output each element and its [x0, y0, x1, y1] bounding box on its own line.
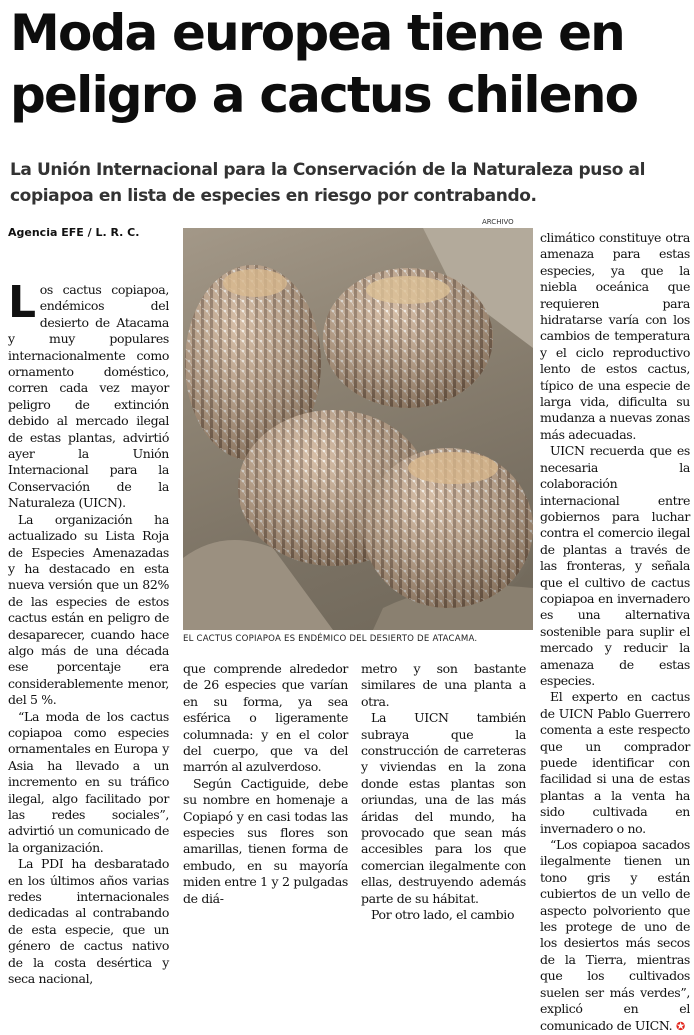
- byline: Agencia EFE / L. R. C.: [8, 226, 140, 239]
- paragraph-1: [8, 277, 169, 512]
- paragraph-1-text: os cactus copiapoa, endémicos del desierto de Atacama y muy populares internacionalmente como ornamento doméstico, corren cada vez mayor peligro de extinción debido al mercado ilegal de estas plantas, advirtió ayer la Unión Internacional para la Conservación de la Naturaleza (UICN).: [8, 282, 169, 511]
- column-2: [183, 661, 348, 907]
- paragraph-8: La UICN también subraya que la construcción de carreteras y viviendas en la zona donde estas plantas son oriundas, una de las más áridas del mundo, ha provocado que sean más accesibles para los que comercian ilegalmente con ellas, destruyendo además parte de su hábitat.: [361, 710, 526, 906]
- paragraph-7: metro y son bastante similares de una planta a otra.: [361, 661, 526, 709]
- photo-credit: ARCHIVO: [482, 218, 514, 226]
- subheadline: [10, 157, 690, 209]
- cactus-photo: [183, 228, 533, 630]
- paragraph-2: La organización ha actualizado su Lista Roja de Especies Amenazadas y ha destacado en esta nueva versión que un 82% de las especies de estos cactus están en peligro de desaparecer, cuando hace algo más de una década ese porcentaje era considerablemente menor, del 5 %.: [8, 511, 169, 708]
- column-3: [361, 661, 526, 924]
- column-4: [540, 230, 690, 1035]
- end-mark-icon: ✪: [675, 1019, 685, 1033]
- paragraph-11: UICN recuerda que es necesaria la colaboración internacional entre gobiernos para luchar contra el comercio ilegal de plantas a través de las fronteras, y señala que el cultivo de cactus copiapoa en invernadero es una alternativa sostenible para suplir el mercado y reducir la amenaza de estas especies.: [540, 443, 690, 688]
- paragraph-5: que comprende alrededor de 26 especies que varían en su forma, ya sea esférica o ligeramente columnada: y en el color del cuerpo, que va del marrón al azulverdoso.: [183, 661, 348, 775]
- paragraph-10: climático constituye otra amenaza para estas especies, ya que la niebla oceánica que requieren para hidratarse varía con los cambios de temperatura y el ciclo reproductivo lento de estos cactus, típico de una especie de larga vida, dificulta su mudanza a nuevas zonas más adecuadas.: [540, 230, 690, 442]
- subheadline-line-2: copiapoa en lista de especies en riesgo por contrabando.: [10, 186, 537, 206]
- paragraph-6: Según Cactiguide, debe su nombre en homenaje a Copiapó y en casi todas las especies sus flores son amarillas, tienen forma de embudo, en su mayoría miden entre 1 y 2 pulgadas de diá-: [183, 775, 348, 906]
- paragraph-12: El experto en cactus de UICN Pablo Guerrero comenta a este respecto que un comprador puede identificar con facilidad si una de estas plantas a la venta ha sido cultivada en invernadero o no.: [540, 689, 690, 836]
- headline: [10, 2, 690, 126]
- drop-cap: L: [8, 277, 36, 328]
- paragraph-13-text: “Los copiapoa sacados ilegalmente tienen un tono gris y están cubiertos de un vello de aspecto polvoriento que les protege de uno de los desiertos más secos de la Tierra, mientras que los cultivados suelen ser más verdes”, explicó en el comunicado de UICN.: [540, 837, 690, 1033]
- cactus-illustration: [183, 228, 533, 630]
- cactus-bottom-right: [363, 448, 533, 608]
- cactus-right: [323, 268, 493, 408]
- column-1: [8, 277, 169, 987]
- paragraph-3: “La moda de los cactus copiapoa como especies ornamentales en Europa y Asia ha llevado a un incremento en su tráfico ilegal, algo facilitado por las redes sociales”, advirtió un comunicado de la organización.: [8, 708, 169, 855]
- subheadline-line-1: La Unión Internacional para la Conservación de la Naturaleza puso al: [10, 160, 646, 180]
- headline-line-1: Moda europea tiene en: [10, 4, 624, 62]
- paragraph-13: [540, 837, 690, 1035]
- paragraph-4: La PDI ha desbaratado en los últimos años varias redes internacionales dedicadas al contrabando de esta especie, que un género de cactus nativo de la costa desértica y seca nacional,: [8, 856, 169, 987]
- paragraph-9: Por otro lado, el cambio: [371, 907, 515, 923]
- headline-line-2: peligro a cactus chileno: [10, 66, 638, 124]
- photo-caption: EL CACTUS COPIAPOA ES ENDÉMICO DEL DESIERTO DE ATACAMA.: [183, 634, 478, 644]
